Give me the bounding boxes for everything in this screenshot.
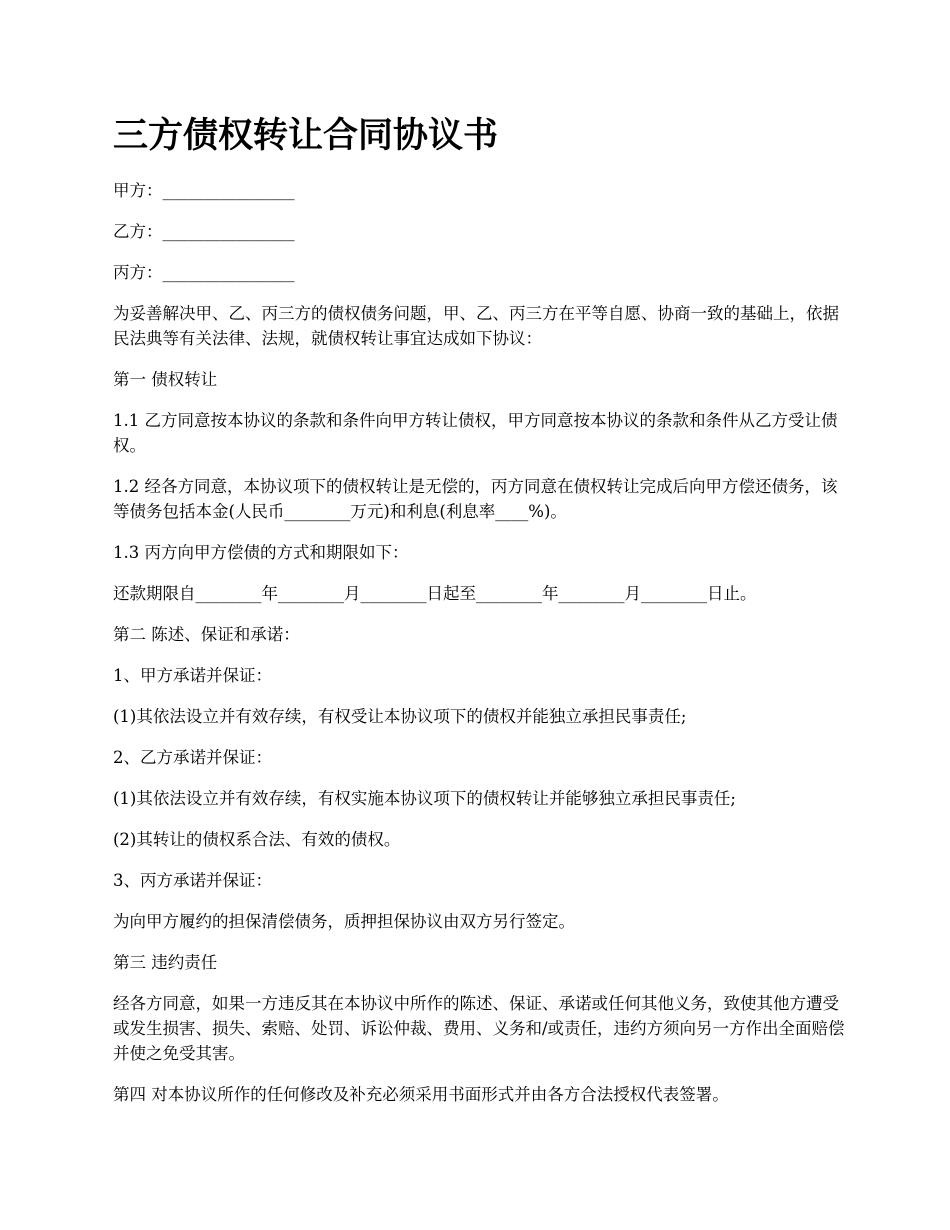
party-b-promise-1: (1)其依法设立并有效存续，有权实施本协议项下的债权转让并能够独立承担民事责任; — [113, 789, 736, 808]
section-4-paragraph: 第四 对本协议所作的任何修改及补充必须采用书面形式并由各方合法授权代表签署。 — [113, 1085, 729, 1104]
party-c-promise-1: 为向甲方履约的担保清偿债务，质押担保协议由双方另行签定。 — [113, 912, 575, 931]
clause-1-1: 1.1 乙方同意按本协议的条款和条件向甲方转让债权，甲方同意按本协议的条款和条件从乙方受让债权。 — [113, 411, 838, 455]
party-b-promise-heading: 2、乙方承诺并保证： — [113, 748, 272, 767]
section-3-body: 经各方同意，如果一方违反其在本协议中所作的陈述、保证、承诺或任何其他义务，致使其他方遭受或发生损害、损失、索赔、处罚、诉讼仲裁、费用、义务和/或责任，违约方须向另一方作出全面赔偿并使之免受其害。 — [113, 994, 845, 1063]
document-title: 三方债权转让合同协议书 — [113, 116, 499, 156]
clause-1-3: 1.3 丙方向甲方偿债的方式和期限如下： — [113, 543, 409, 562]
party-b-line: 乙方：________________ — [113, 222, 295, 241]
party-a-promise-heading: 1、甲方承诺并保证： — [113, 666, 272, 685]
party-b-promise-2: (2)其转让的债权系合法、有效的债权。 — [113, 830, 401, 849]
party-c-promise-heading: 3、丙方承诺并保证： — [113, 871, 272, 890]
party-a-promise-1: (1)其依法设立并有效存续，有权受让本协议项下的债权并能独立承担民事责任; — [113, 707, 687, 726]
party-c-line: 丙方：________________ — [113, 263, 295, 282]
repayment-period-line: 还款期限自________年________月________日起至________年________月________日止。 — [113, 584, 757, 603]
preamble-paragraph: 为妥善解决甲、乙、丙三方的债权债务问题，甲、乙、丙三方在平等自愿、协商一致的基础上，依据民法典等有关法律、法规，就债权转让事宜达成如下协议： — [113, 304, 839, 348]
section-2-heading: 第二 陈述、保证和承诺： — [113, 625, 300, 644]
clause-1-2: 1.2 经各方同意，本协议项下的债权转让是无偿的，丙方同意在债权转让完成后向甲方偿还债务，该等债务包括本金(人民币________万元)和利息(利息率____%)。 — [113, 477, 838, 521]
party-a-line: 甲方：________________ — [113, 181, 295, 200]
section-1-heading: 第一 债权转让 — [113, 370, 218, 389]
document-page — [113, 112, 845, 1123]
section-3-heading: 第三 违约责任 — [113, 953, 218, 972]
